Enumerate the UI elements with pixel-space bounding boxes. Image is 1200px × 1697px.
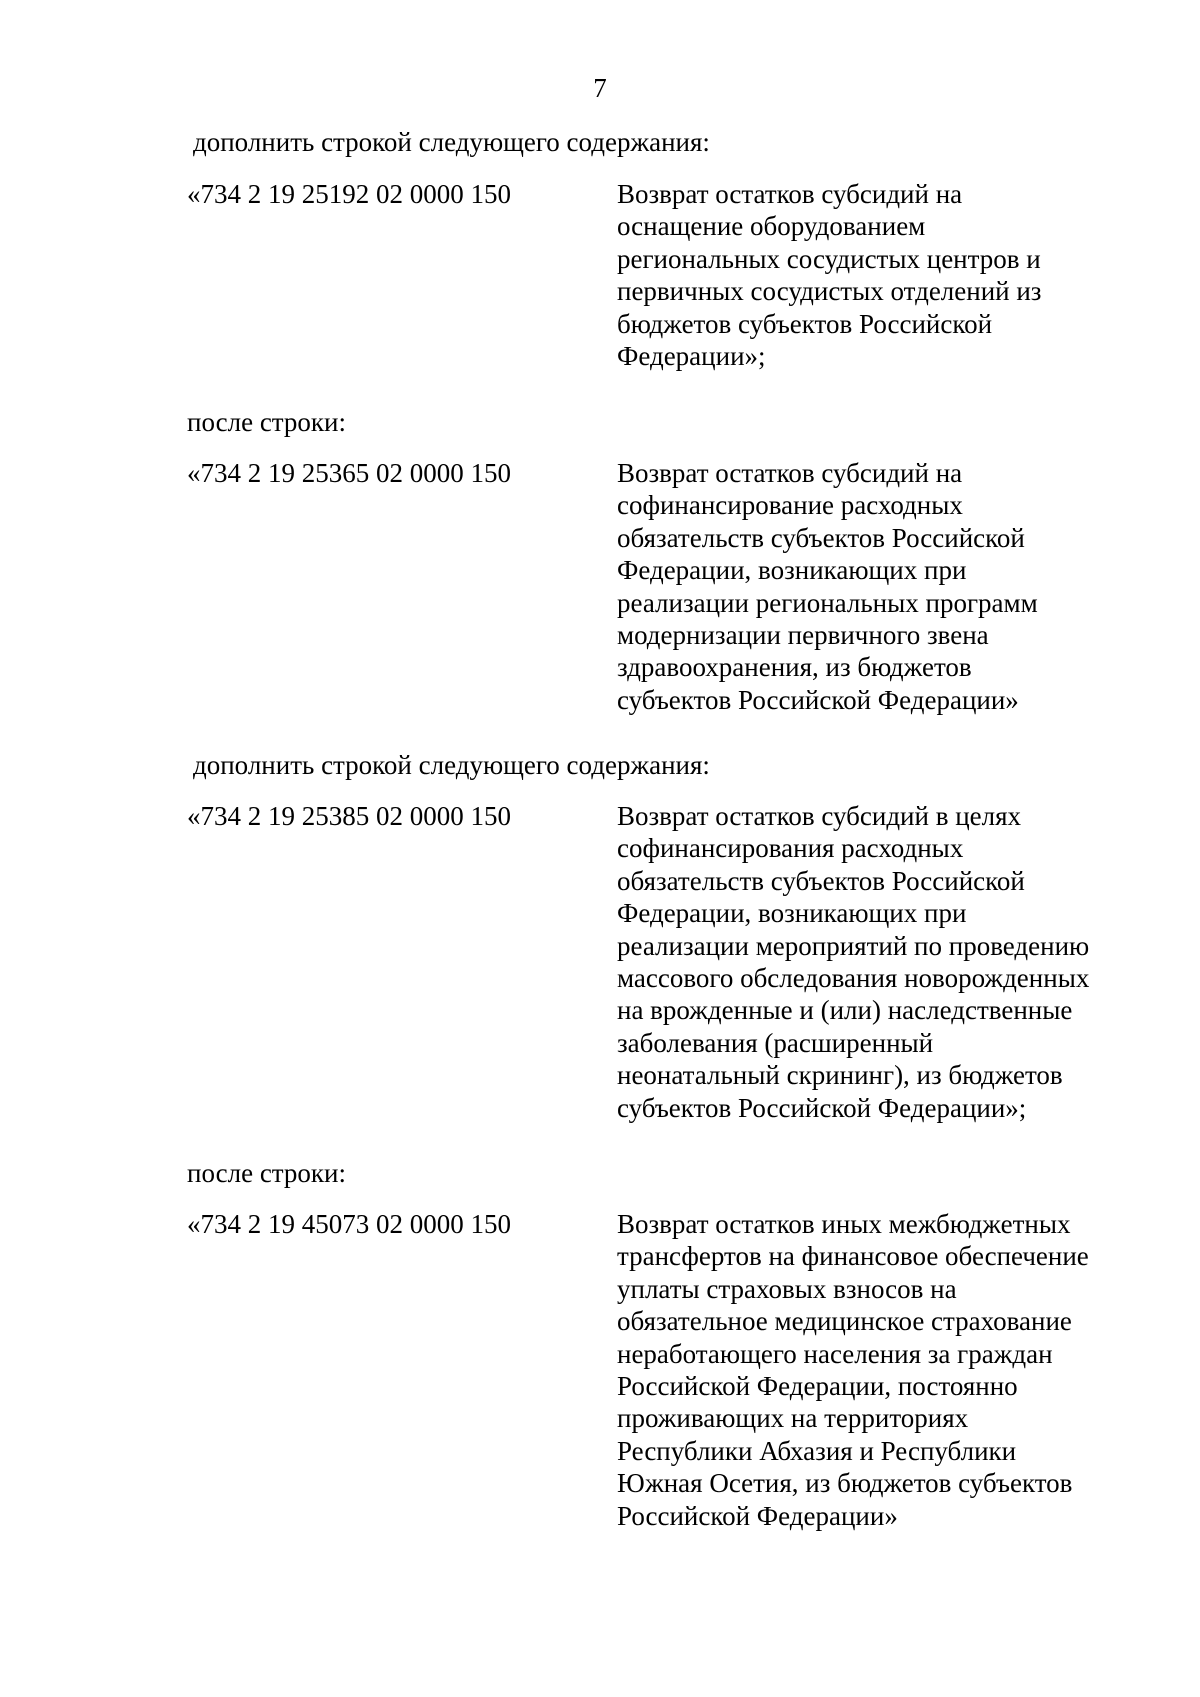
description-line: первичных сосудистых отделений из [617, 276, 1042, 307]
description-line: Федерации, возникающих при [617, 898, 967, 929]
description-line: на врожденные и (или) наследственные [617, 995, 1073, 1026]
description-line: Российской Федерации, постоянно [617, 1370, 1018, 1401]
budget-code: «734 2 19 45073 02 0000 150 [187, 1209, 511, 1239]
description-line: неонатальный скрининг), из бюджетов [617, 1060, 1063, 1091]
description-line: субъектов Российской Федерации» [617, 684, 1019, 715]
description-line: софинансирование расходных [617, 490, 963, 521]
description-line: проживающих на территориях [617, 1403, 969, 1434]
description-line: заболевания (расширенный [617, 1027, 934, 1058]
description-line: оснащение оборудованием [617, 211, 926, 242]
section-intro: после строки: [187, 1158, 346, 1188]
description-line: реализации мероприятий по проведению [617, 930, 1090, 961]
code-description [617, 178, 1137, 372]
section-intro: дополнить строкой следующего содержания: [193, 750, 710, 780]
description-line: неработающего населения за граждан [617, 1338, 1053, 1369]
description-line: Возврат остатков субсидий в целях [617, 801, 1022, 831]
description-line: Федерации, возникающих при [617, 555, 967, 586]
description-line: Возврат остатков иных межбюджетных [617, 1209, 1071, 1239]
code-description [617, 800, 1137, 1124]
description-line: Возврат остатков субсидий на [617, 179, 963, 209]
description-line: региональных сосудистых центров и [617, 243, 1041, 274]
description-line: Южная Осетия, из бюджетов субъектов [617, 1468, 1073, 1499]
code-description [617, 1208, 1137, 1532]
description-line: модернизации первичного звена [617, 619, 989, 650]
description-line: Возврат остатков субсидий на [617, 458, 963, 488]
description-line: здравоохранения, из бюджетов [617, 652, 972, 683]
description-line: уплаты страховых взносов на [617, 1273, 957, 1304]
budget-code: «734 2 19 25385 02 0000 150 [187, 801, 511, 831]
budget-code: «734 2 19 25365 02 0000 150 [187, 458, 511, 488]
code-description [617, 457, 1137, 716]
description-line: Федерации»; [617, 340, 766, 371]
description-line: обязательств субъектов Российской [617, 865, 1025, 896]
description-line: трансфертов на финансовое обеспечение [617, 1241, 1089, 1272]
description-line: Республики Абхазия и Республики [617, 1435, 1017, 1466]
description-line: реализации региональных программ [617, 587, 1038, 618]
description-line: субъектов Российской Федерации»; [617, 1092, 1027, 1123]
description-line: массового обследования новорожденных [617, 962, 1090, 993]
description-line: обязательное медицинское страхование [617, 1306, 1072, 1337]
description-line: софинансирования расходных [617, 833, 964, 864]
budget-code: «734 2 19 25192 02 0000 150 [187, 179, 511, 209]
page-number: 7 [593, 73, 607, 103]
description-line: Российской Федерации» [617, 1500, 898, 1531]
section-intro: после строки: [187, 407, 346, 437]
description-line: бюджетов субъектов Российской [617, 308, 993, 339]
section-intro: дополнить строкой следующего содержания: [193, 127, 710, 157]
description-line: обязательств субъектов Российской [617, 522, 1025, 553]
